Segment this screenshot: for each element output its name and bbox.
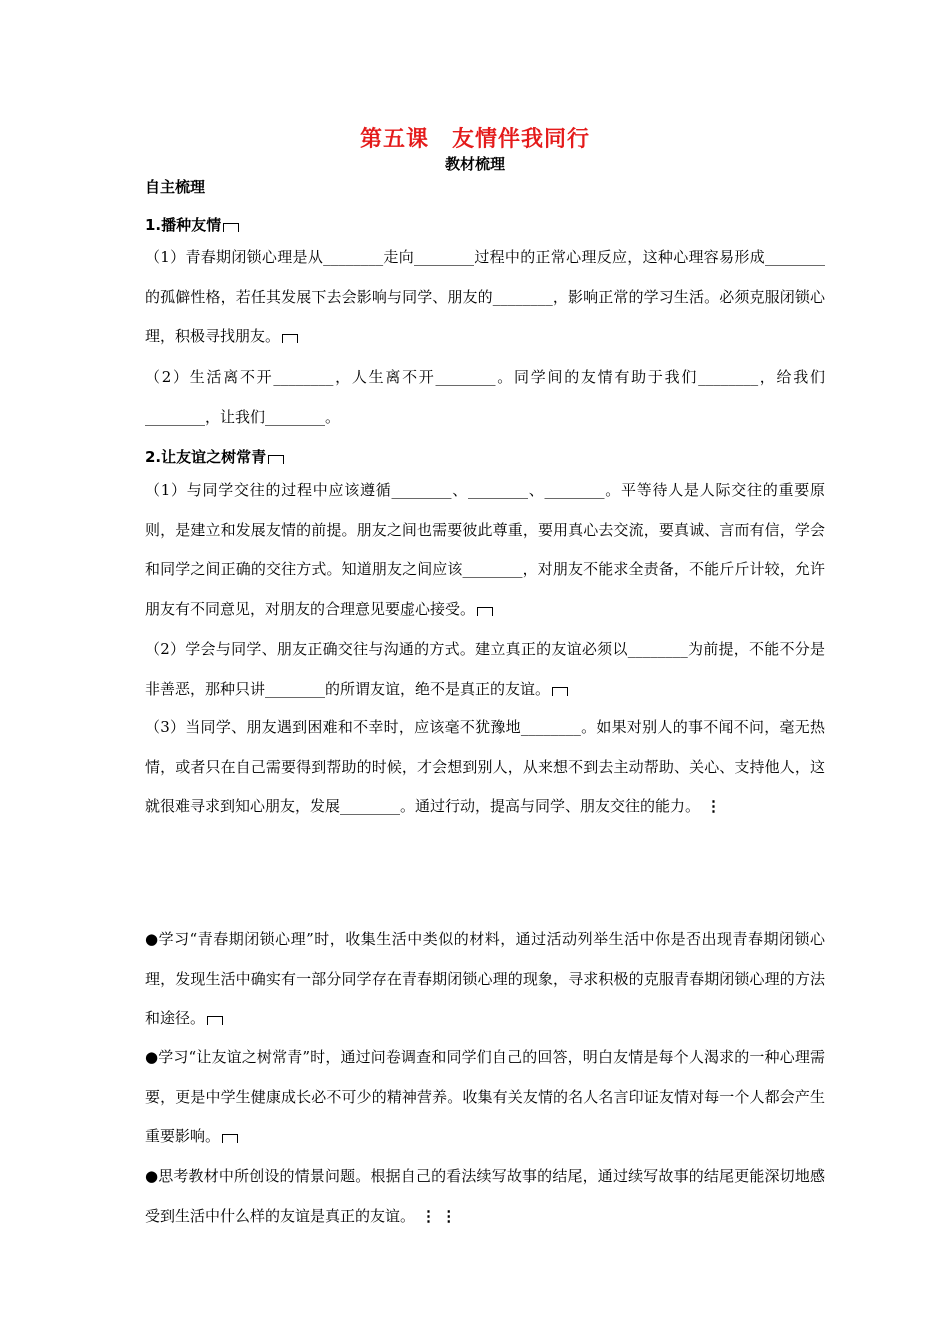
bullet-2 <box>145 1038 825 1157</box>
part1-heading-text: 1.播种友情 <box>145 216 222 234</box>
part1-paragraph-2 <box>145 358 825 437</box>
bullet-1-text: ●学习“青春期闭锁心理”时，收集生活中类似的材料，通过活动列举生活中你是否出现青春期闭锁心理，发现生活中确实有一部分同学存在青春期闭锁心理的现象，寻求积极的克服青春期闭锁心理的方法和途径。 <box>145 930 825 1027</box>
corner-mark-icon <box>222 1134 238 1143</box>
lesson-title: 第五课 友情伴我同行 <box>359 127 590 152</box>
corner-mark-icon <box>268 455 284 464</box>
lesson-subtitle: 教材梳理 <box>444 155 505 173</box>
part2-paragraph-2 <box>145 630 825 709</box>
corner-mark-icon <box>207 1016 223 1025</box>
ellipsis-mark: ⋮ ⋮ <box>421 1206 457 1225</box>
part1-paragraph-1 <box>145 238 825 357</box>
corner-mark-icon <box>477 607 493 616</box>
part2-paragraph-3 <box>145 708 825 827</box>
bullet-3-text: ●思考教材中所创设的情景问题。根据自己的看法续写故事的结尾，通过续写故事的结尾更能深切地感受到生活中什么样的友谊是真正的友谊。 <box>145 1167 825 1225</box>
bullet-1 <box>145 920 825 1039</box>
part2-heading <box>145 446 825 468</box>
corner-mark-icon <box>223 223 239 232</box>
part2-p3-text: （3）当同学、朋友遇到困难和不幸时，应该毫不犹豫地________。如果对别人的事不闻不问，毫无热情，或者只在自己需要得到帮助的时候，才会想到别人，从来想不到去主动帮助、关心、支持他人，这就很难寻求到知心朋友，发展________。通过行动，提高与同学、朋友交往的能力。 <box>145 718 825 815</box>
part1-p2-text: （2）生活离不开________，人生离不开________。同学间的友情有助于我们________，给我们________，让我们________。 <box>145 368 825 426</box>
part1-p1-text: （1）青春期闭锁心理是从________走向________过程中的正常心理反应，这种心理容易形成________的孤僻性格，若任其发展下去会影响与同学、朋友的________，影响正常的学习生活。必须克服闭锁心理，积极寻找朋友。 <box>145 248 825 345</box>
part2-heading-text: 2.让友谊之树常青 <box>145 448 267 466</box>
bullet-2-text: ●学习“让友谊之树常青”时，通过问卷调查和同学们自己的回答，明白友情是每个人渴求的一种心理需要，更是中学生健康成长必不可少的精神营养。收集有关友情的名人名言印证友情对每一个人都会产生重要影响。 <box>145 1048 825 1145</box>
section-heading: 自主梳理 <box>145 178 206 196</box>
part2-p1-text: （1）与同学交往的过程中应该遵循________、________、________。平等待人是人际交往的重要原则，是建立和发展友情的前提。朋友之间也需要彼此尊重，要用真心去交流，要真诚、言而有信，学会和同学之间正确的交往方式。知道朋友之间应该________，对朋友不能求全责备，不能斤斤计较，允许朋友有不同意见，对朋友的合理意见要虚心接受。 <box>145 481 825 618</box>
bullet-3 <box>145 1157 825 1236</box>
ellipsis-mark: ⋮ <box>706 797 722 815</box>
corner-mark-icon <box>282 334 298 343</box>
part2-paragraph-1 <box>145 471 825 629</box>
corner-mark-icon <box>552 687 568 696</box>
part2-p2-text: （2）学会与同学、朋友正确交往与沟通的方式。建立真正的友谊必须以________为前提，不能不分是非善恶，那种只讲________的所谓友谊，绝不是真正的友谊。 <box>145 640 825 698</box>
part1-heading <box>145 214 825 236</box>
